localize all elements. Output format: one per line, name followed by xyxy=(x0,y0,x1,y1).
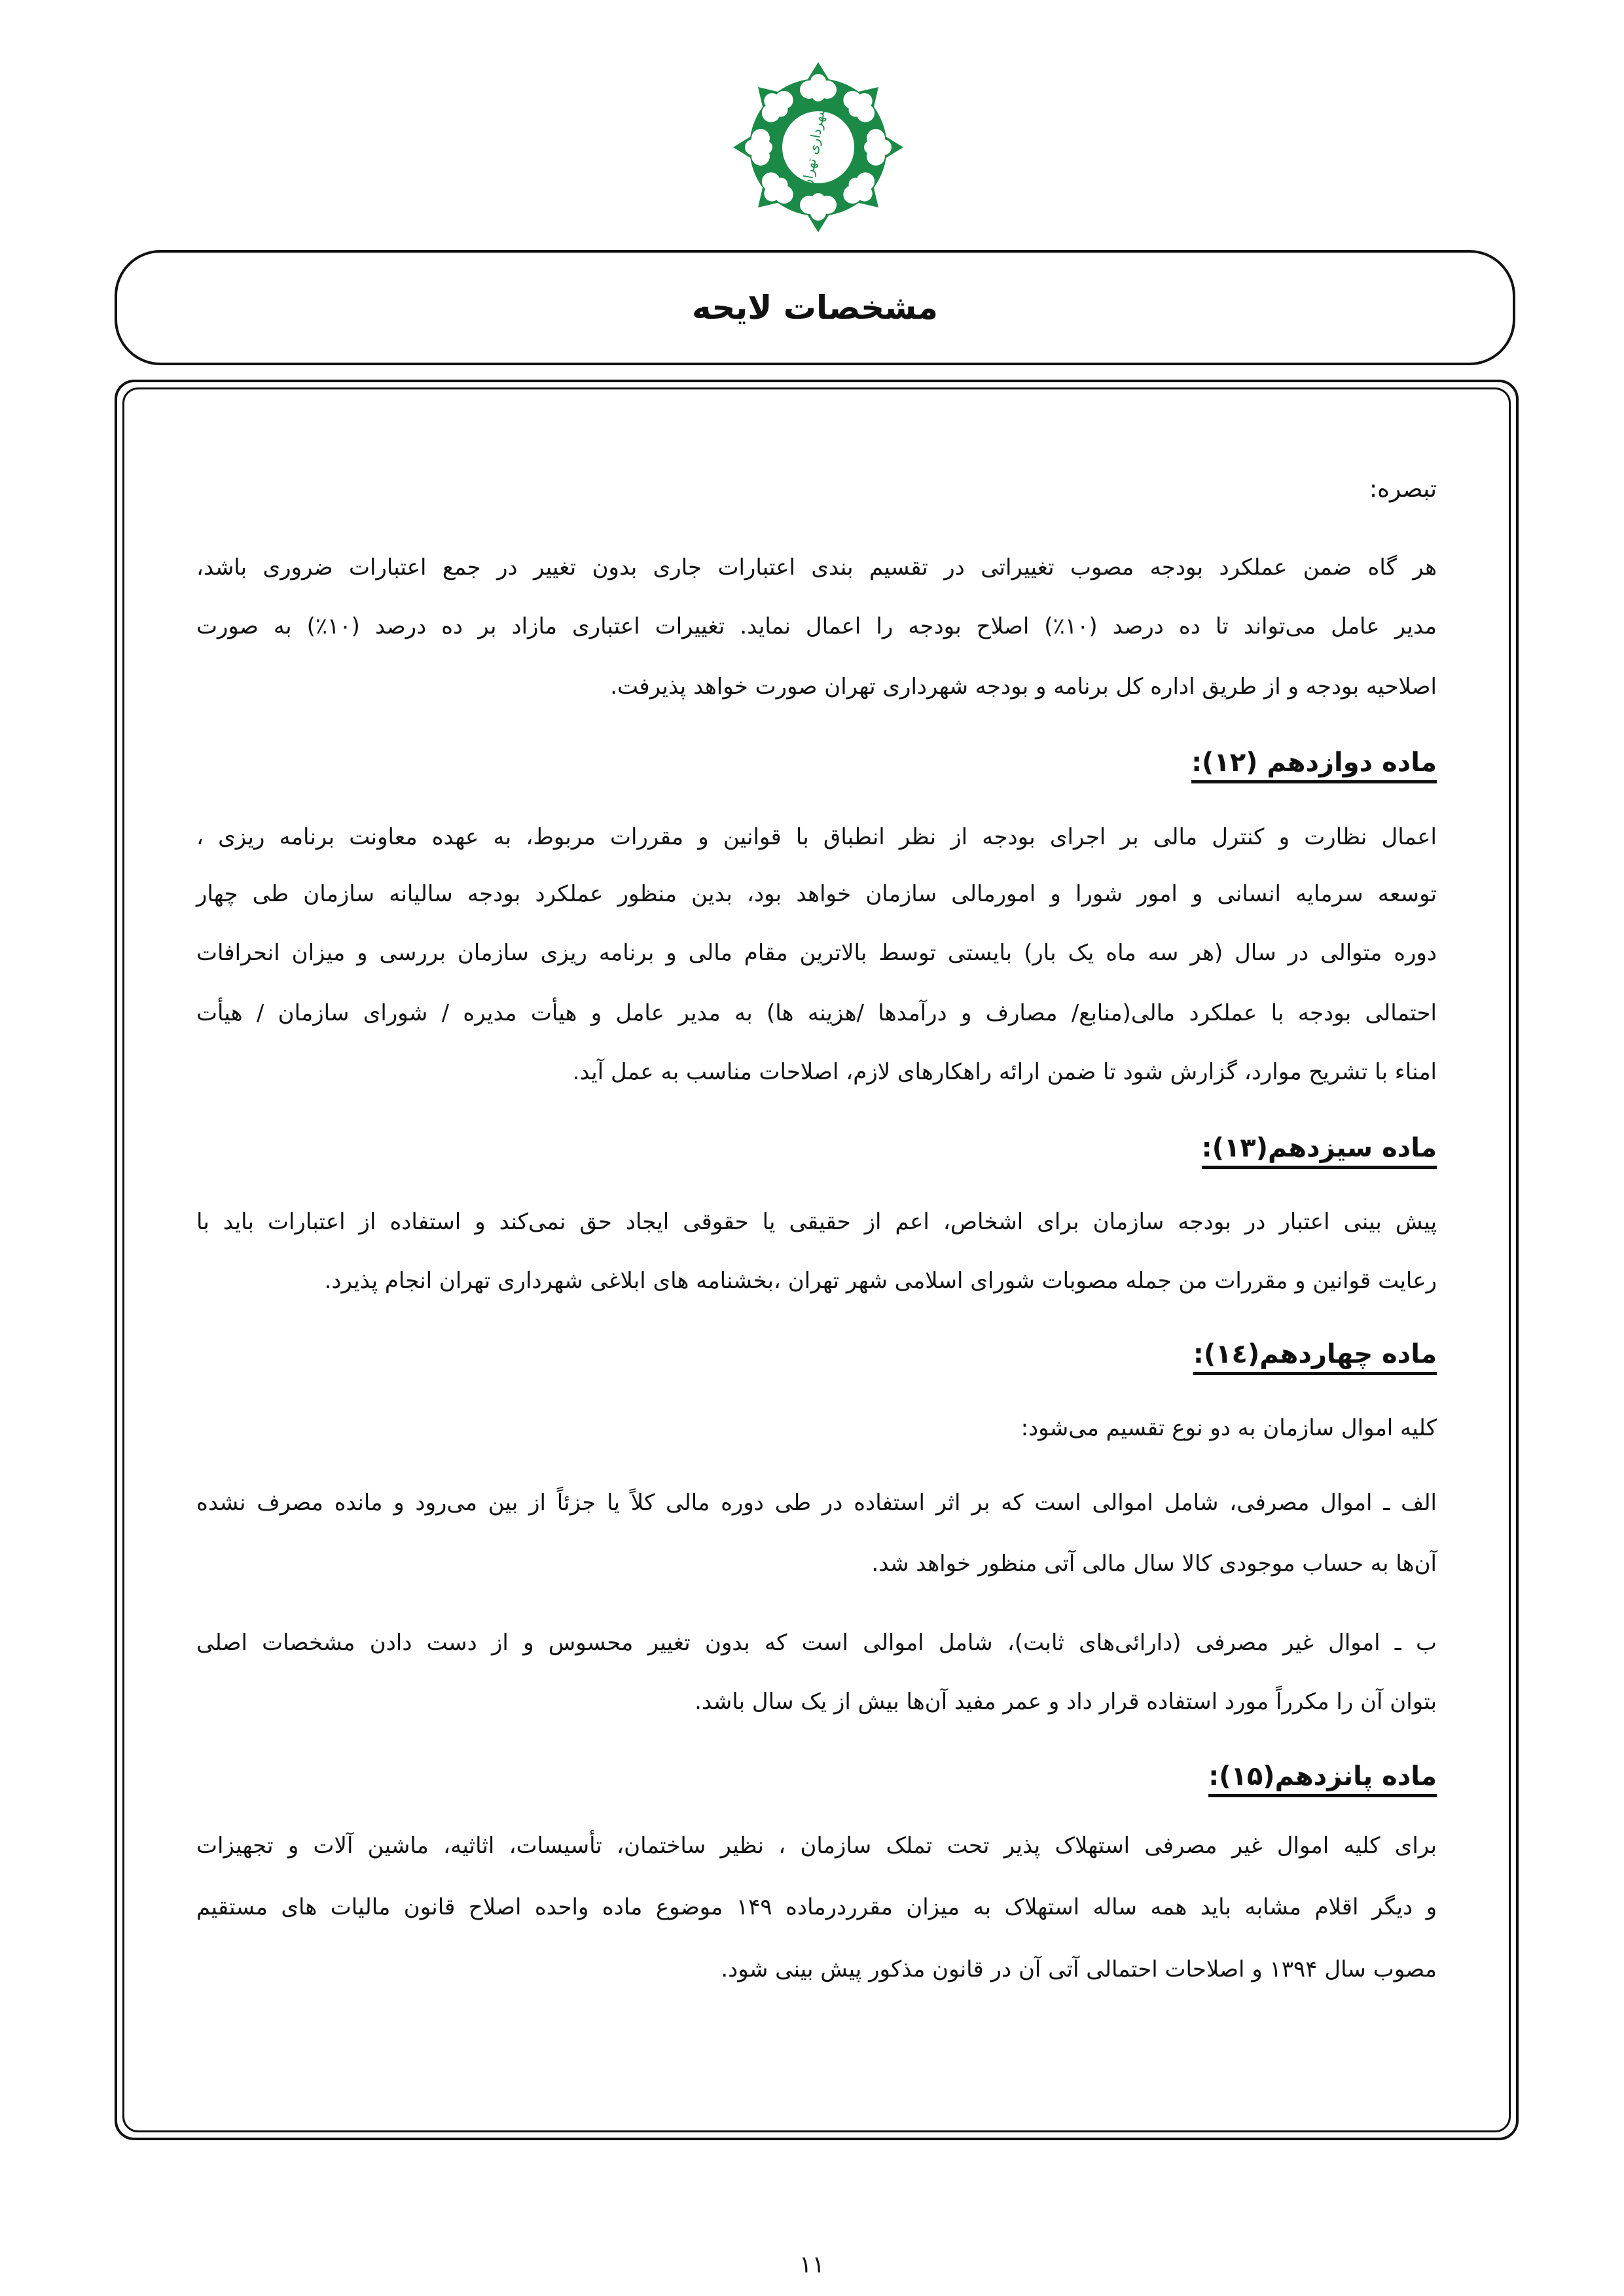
note-line: مدیر عامل می‌تواند تا ده درصد (۱۰٪) اصلاح بودجه را اعمال نماید. تغییرات اعتباری مازاد بر ده درصد (۱۰٪) به صورت xyxy=(196,613,1437,639)
article-13-line: پیش بینی اعتبار در بودجه سازمان برای اشخاص، اعم از حقیقی یا حقوقی ایجاد حق نمی‌کند و استفاده از اعتبارات باید با xyxy=(196,1209,1437,1235)
article-14-item-a: الف ـ اموال مصرفی، شامل اموالی است که بر اثر استفاده در طی دوره مالی کلاً یا جزئاً از بین می‌رود و مانده مصرف نشده xyxy=(196,1490,1437,1516)
article-14-item-a: آن‌ها به حساب موجودی کالا سال مالی آتی منظور خواهد شد. xyxy=(871,1551,1437,1577)
article-12-heading: ماده دوازدهم (۱۲): xyxy=(1191,733,1437,792)
note-label: تبصره: xyxy=(1369,476,1437,503)
article-12-line: دوره متوالی در سال (هر سه ماه یک بار) بایستی توسط بالاترین مقام مالی و برنامه ریزی سازمان بررسی و میزان انحرافات xyxy=(196,940,1437,966)
article-14-item-b: ب ـ اموال غیر مصرفی (دارائی‌های ثابت)، شامل اموالی است که بدون تغییر محسوس و از دست دادن مشخصات اصلی xyxy=(196,1630,1437,1656)
article-14-intro: کلیه اموال سازمان به دو نوع تقسیم می‌شود: xyxy=(1020,1415,1437,1441)
article-15-line: برای کلیه اموال غیر مصرفی استهلاک پذیر تحت تملک سازمان ، نظیر ساختمان، تأسیسات، اثاثیه، ماشین آلات و تجهیزات xyxy=(196,1833,1437,1859)
article-13-heading: ماده سیزدهم(۱۳): xyxy=(1202,1119,1437,1177)
article-15-line: و دیگر اقلام مشابه باید همه ساله استهلاک به میزان مقرردرماده ۱۴۹ موضوع ماده واحده اصلاح قانون مالیات های مستقیم xyxy=(196,1894,1437,1920)
document-title-box xyxy=(115,250,1515,365)
article-15-heading: ماده پانزدهم(۱۵): xyxy=(1208,1747,1437,1806)
article-14-heading: ماده چهاردهم(۱٤): xyxy=(1193,1325,1437,1384)
article-14-item-b: بتوان آن را مکرراً مورد استفاده قرار داد و عمر مفید آن‌ها بیش از یک سال باشد. xyxy=(695,1689,1437,1715)
note-line: اصلاحیه بودجه و از طریق اداره کل برنامه و بودجه شهرداری تهران صورت خواهد پذیرفت. xyxy=(610,673,1437,700)
note-line: هر گاه ضمن عملکرد بودجه مصوب تغییراتی در تقسیم بندی اعتبارات جاری بدون تغییر در جمع اعتبارات ضروری باشد، xyxy=(196,554,1437,581)
article-12-line: توسعه سرمایه انسانی و امور شورا و امورمالی سازمان خواهد بود، بدین منظور عملکرد بودجه سالیانه سازمان طی چهار xyxy=(196,881,1437,907)
page-number: ۱۱ xyxy=(799,2251,825,2278)
logo-text: شهرداری تهران xyxy=(799,103,829,190)
article-12-line: اعمال نظارت و کنترل مالی بر اجرای بودجه از نظر انطباق با قوانین و مقررات مربوط، به عهده معاونت برنامه ریزی ، xyxy=(196,824,1437,850)
article-12-line: احتمالی بودجه با عملکرد مالی(منابع/ مصارف و درآمدها /هزینه ها) به مدیر عامل و هیأت مدیره / شورای سازمان / هیأت xyxy=(196,1000,1437,1026)
document-title: مشخصات لایحه xyxy=(692,289,938,327)
article-15-line: مصوب سال ۱۳۹۴ و اصلاحات احتمالی آتی آن در قانون مذکور پیش بینی شود. xyxy=(721,1956,1437,1982)
article-13-line: رعایت قوانین و مقررات من جمله مصوبات شورای اسلامی شهر تهران ،بخشنامه های ابلاغی شهرداری تهران انجام پذیرد. xyxy=(324,1268,1437,1294)
tehran-municipality-logo xyxy=(730,56,907,239)
article-12-line: امناء با تشریح موارد، گزارش شود تا ضمن ارائه راهکارهای لازم، اصلاحات مناسب به عمل آید. xyxy=(572,1059,1437,1085)
